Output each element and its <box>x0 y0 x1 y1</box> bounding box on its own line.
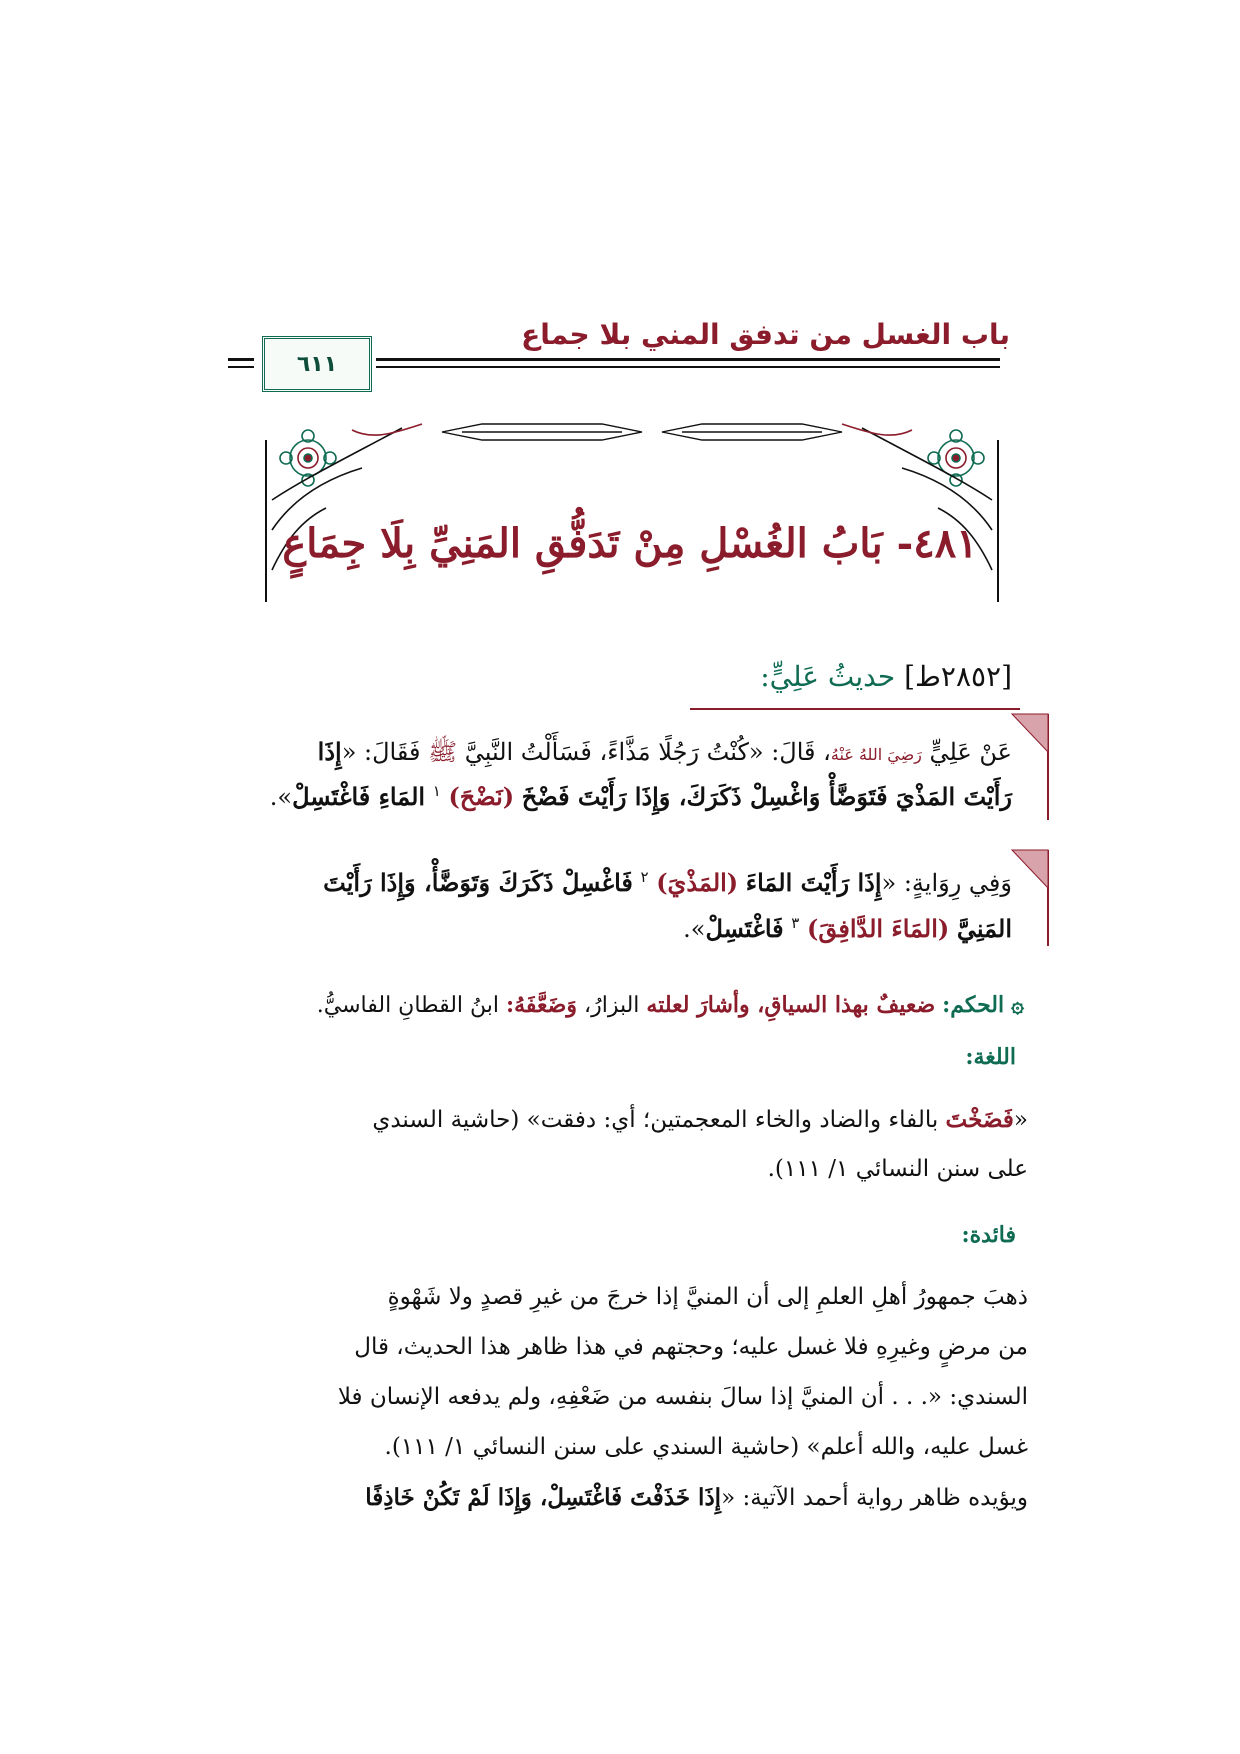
narration2-corner-icon <box>1010 848 1050 948</box>
lugha-line1 <box>372 1108 1028 1132</box>
faida-line1: ذهبَ جمهورُ أهلِ العلمِ إلى أن المنيَّ إذا خرجَ من غيرِ قصدٍ ولا شَهْوةٍ <box>387 1284 1028 1310</box>
ruling-label: الحكم: <box>942 992 1005 1018</box>
footnote-marker: ٣ <box>791 914 800 932</box>
header-rule-left-thin <box>228 366 254 368</box>
narration1-line2 <box>270 784 1012 809</box>
narration2-quote: فَاغْسِلْ ذَكَرَكَ وَتَوَضَّأْ، وَإِذَا رَأَيْتَ <box>323 868 633 897</box>
narration1-quote: إِذَا <box>317 737 342 766</box>
narration2-quote: فَاغْتَسِلْ <box>705 914 784 943</box>
narration1-quote: المَاءِ فَاغْتَسِلْ <box>292 782 426 811</box>
lugha-heading: اللغة: <box>965 1044 1016 1070</box>
top-cartouche-icon <box>442 424 842 440</box>
chapter-ornament-frame <box>262 420 1002 610</box>
lugha-text: « <box>1013 1107 1028 1133</box>
variant-reading: (نَضْحَ) <box>448 782 515 811</box>
narration2-text: وَفِي رِوَايةٍ: « <box>881 869 1012 897</box>
header-rule-right-thin <box>376 366 1000 368</box>
narration1-quote: رَأَيْتَ المَذْيَ فَتَوَضَّأْ وَاغْسِلْ ذَكَرَكَ، وَإِذَا رَأَيْتَ فَضْخَ <box>521 782 1012 811</box>
narration2-quote: إِذَا رَأَيْتَ المَاءَ <box>745 868 882 897</box>
faida-quote: إِذَا خَذَفْتَ فَاغْتَسِلْ، وَإِذَا لَمْ تَكُنْ خَاذِفًا <box>365 1484 722 1511</box>
chapter-heading: ٤٨١- بَابُ الغُسْلِ مِنْ تَدَفُّقِ المَنِيِّ بِلَا جِمَاعٍ <box>282 520 978 567</box>
hadith-title: حديثُ عَلِيٍّ: <box>760 660 896 693</box>
page-number: ٦١١ <box>296 351 338 377</box>
faida-line4: غسل عليه، والله أعلم» (حاشية السندي على سنن النسائي ١/ ١١١). <box>384 1434 1028 1460</box>
ruling-text: وَضَعَّفَهُ: <box>506 992 577 1018</box>
ruling-bullet-icon: ۞ <box>1011 992 1024 1018</box>
narration2-text: ». <box>683 915 706 943</box>
faida-line5 <box>365 1486 1028 1510</box>
hadith-reference <box>760 660 1012 693</box>
faida-text: ويؤيده ظاهر رواية أحمد الآتية: « <box>721 1485 1028 1511</box>
narration1-text: ». <box>269 783 293 811</box>
faida-line2: من مرضٍ وغيرِهِ فلا غسل عليه؛ وحجتهم في هذا ظاهر هذا الحديث، قال <box>354 1334 1028 1360</box>
running-title: باب الغسل من تدفق المني بلا جماع <box>521 318 1010 351</box>
variant-reading: (المَذْيَ) <box>656 868 739 897</box>
hadith-code: [٢٨٥٢ط] <box>904 660 1012 693</box>
variant-reading: (المَاءَ الدَّافِقَ) <box>806 914 950 943</box>
narration2-line2 <box>683 916 1012 941</box>
ruling-line <box>317 992 1024 1018</box>
salawat-icon: ﷺ <box>428 738 458 766</box>
honorific: رَضِيَ اللهُ عَنْهُ <box>830 745 922 764</box>
page-number-box <box>262 336 372 392</box>
header-rule-left <box>228 358 254 361</box>
narration2-quote: المَنِيَّ <box>956 914 1012 943</box>
narration1-line1 <box>317 737 1012 766</box>
ruling-text: ضعيفٌ بهذا السياقِ، وأشارَ لعلته <box>646 992 936 1018</box>
narration2-line1 <box>323 870 1012 895</box>
narration1-text: فَقَالَ: « <box>341 738 429 766</box>
lugha-text: بالفاء والضاد والخاء المعجمتين؛ أي: دفقت» (حاشية السندي <box>372 1107 939 1133</box>
faida-heading: فائدة: <box>961 1222 1016 1248</box>
hadith-rule <box>690 708 1020 710</box>
footnote-marker: ٢ <box>640 868 649 886</box>
faida-line3: السندي: «. . . أن المنيَّ إذا سالَ بنفسه من ضَعْفِهِ، ولم يدفعه الإنسان فلا <box>337 1384 1028 1410</box>
header-rule-right <box>376 358 1000 361</box>
lugha-line2: على سنن النسائي ١/ ١١١). <box>767 1156 1028 1182</box>
narration1-text: عَنْ عَلِيٍّ <box>921 738 1012 766</box>
lugha-word: فَضَخْتَ <box>945 1106 1014 1133</box>
ruling-text: ابنُ القطانِ الفاسيُّ. <box>316 993 500 1018</box>
footnote-marker: ١ <box>432 782 441 800</box>
narration1-text: ، قَالَ: «كُنْتُ رَجُلًا مَذَّاءً، فَسَأَلْتُ النَّبِيَّ <box>457 738 831 766</box>
ruling-text: البزارُ، <box>583 993 640 1018</box>
narration1-corner-icon <box>1010 712 1050 822</box>
